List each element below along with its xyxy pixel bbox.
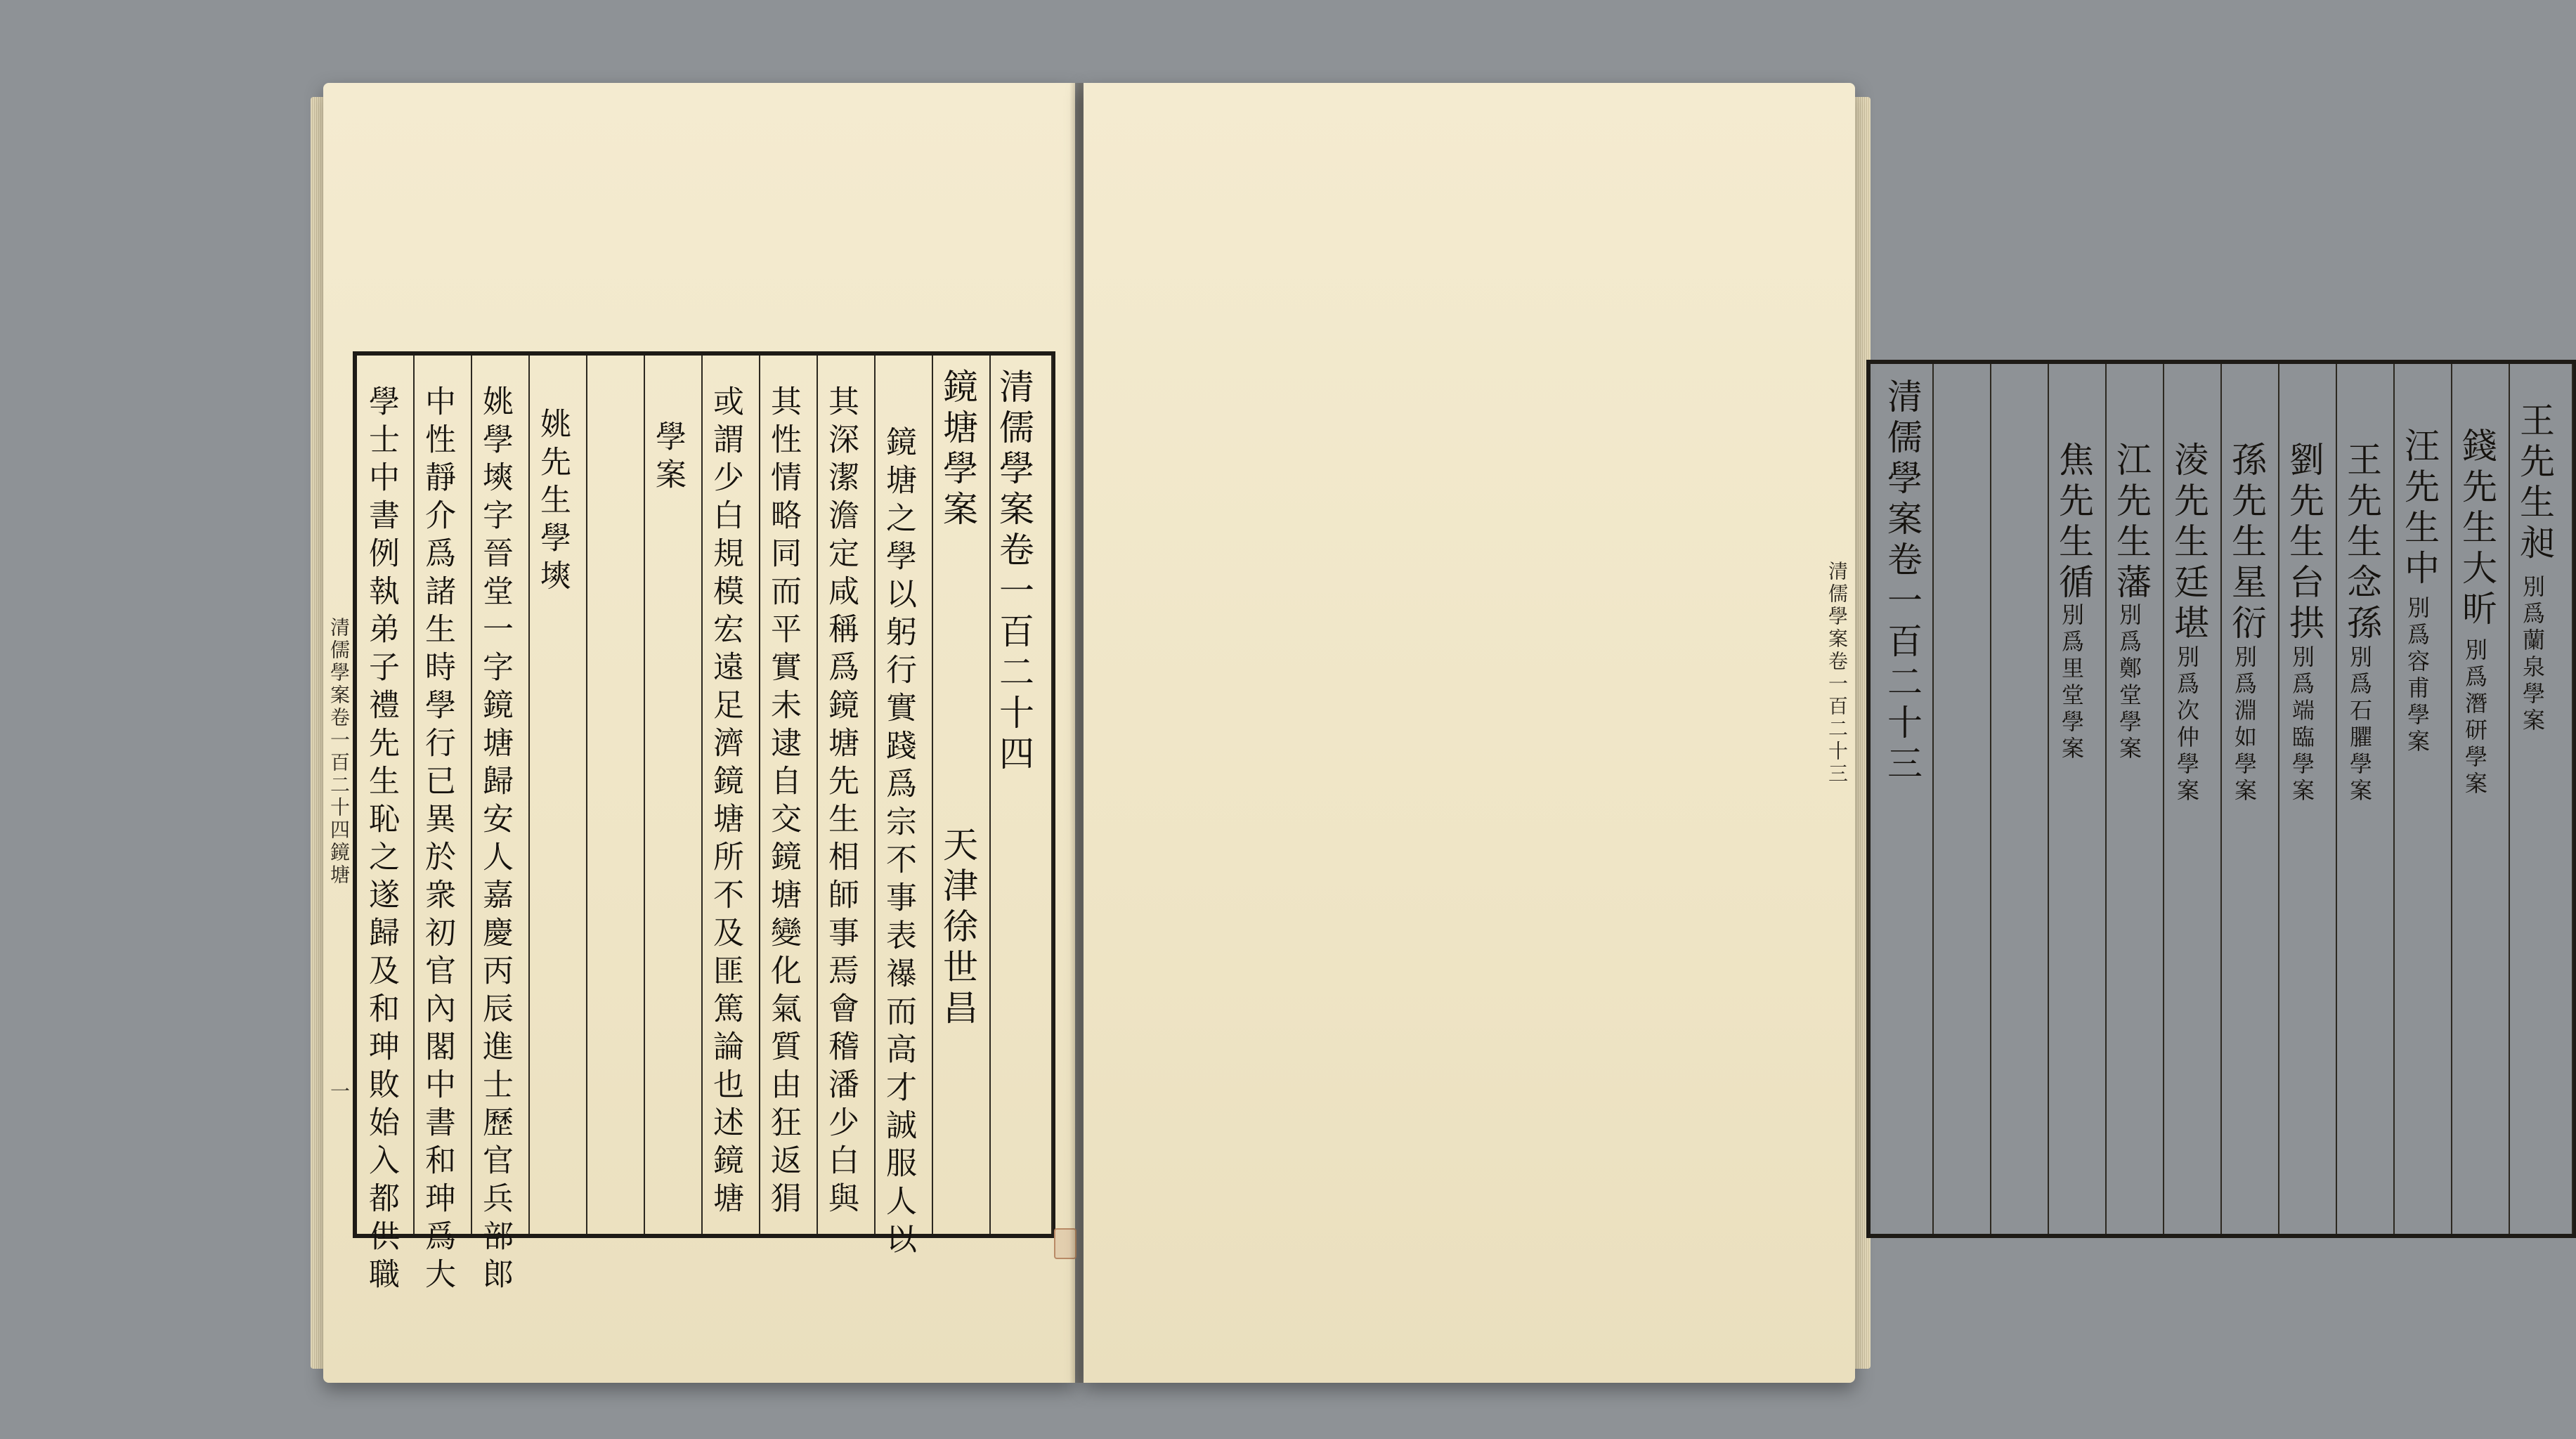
column-rule <box>701 356 703 1234</box>
column-rule <box>2572 364 2573 1234</box>
entry-note: 別爲蘭泉學案 <box>2519 575 2546 735</box>
column-rule <box>2451 364 2452 1234</box>
right-fold-title: 清儒學案卷一百二十三 <box>1826 561 1849 786</box>
entry-name: 孫先生星衍 <box>2226 441 2267 645</box>
left-page <box>323 83 1075 1383</box>
entry-name: 劉先生台拱 <box>2284 441 2324 645</box>
right-text-frame <box>1866 360 2576 1238</box>
column-rule <box>2105 364 2107 1234</box>
column-rule <box>586 356 587 1234</box>
entry-name: 淩先生廷堪 <box>2168 441 2209 645</box>
column-rule <box>471 356 472 1234</box>
entry-name: 焦先生循 <box>2053 441 2094 604</box>
left-fold-page-number: 一 <box>327 1081 351 1103</box>
column-rule <box>2336 364 2337 1234</box>
left-fold-title: 清儒學案卷一百二十四鏡塘 <box>327 617 351 887</box>
open-book <box>323 83 2555 1383</box>
text-column: 其性情略同而平實未逮自交鏡塘變化氣質由狂返狷 <box>765 385 801 1220</box>
column-rule <box>1051 356 1053 1234</box>
text-column: 或謂少白規模宏遠足濟鏡塘所不及匪篤論也述鏡塘 <box>708 385 743 1220</box>
text-column: 中性靜介爲諸生時學行已異於衆初官內閣中書和珅爲大 <box>419 385 455 1296</box>
compiler-name: 天津徐世昌 <box>937 826 978 1030</box>
column-rule <box>2220 364 2222 1234</box>
text-column: 姚學塽字晉堂一字鏡塘歸安人嘉慶丙辰進士歷官兵部郎 <box>477 385 513 1296</box>
column-rule <box>817 356 818 1234</box>
text-column: 鏡塘之學以躬行實踐爲宗不事表襮而高才誠服人以 <box>880 426 916 1261</box>
entry-name: 汪先生中 <box>2399 427 2440 590</box>
volume-title: 清儒學案卷一百二十四 <box>994 368 1034 776</box>
column-rule <box>2393 364 2395 1234</box>
column-rule <box>2509 364 2510 1234</box>
entry-name: 錢先生大昕 <box>2457 427 2497 631</box>
left-text-frame <box>353 351 1055 1296</box>
column-rule <box>989 356 991 1234</box>
entry-name: 江先生藩 <box>2111 441 2152 604</box>
right-page <box>1084 83 2555 1383</box>
scholar-heading: 姚先生學塽 <box>535 408 571 597</box>
text-column: 其深潔澹定咸稱爲鏡塘先生相師事焉會稽潘少白與 <box>823 385 859 1220</box>
section-title: 鏡塘學案 <box>937 368 978 531</box>
column-rule <box>528 356 530 1234</box>
column-rule <box>2163 364 2164 1234</box>
column-rule <box>759 356 760 1234</box>
column-rule <box>1932 364 1934 1234</box>
text-column: 學士中書例執弟子禮先生恥之遂歸及和珅敗始入都供職 <box>363 385 399 1296</box>
entry-note: 別爲里堂學案 <box>2058 603 2085 763</box>
entry-note: 別爲石臞學案 <box>2346 645 2373 805</box>
column-rule <box>413 356 415 1234</box>
entry-name: 王先生昶 <box>2514 402 2555 565</box>
entry-note: 別爲端臨學案 <box>2289 645 2315 805</box>
entry-name: 王先生念孫 <box>2341 441 2382 645</box>
column-rule <box>932 356 933 1234</box>
text-column: 學案 <box>650 420 686 496</box>
column-rule <box>2048 364 2049 1234</box>
entry-note: 別爲次仲學案 <box>2173 645 2200 805</box>
volume-footer-title: 清儒學案卷一百二十三 <box>1882 378 1923 786</box>
entry-note: 別爲容甫學案 <box>2404 596 2431 756</box>
column-rule <box>644 356 645 1234</box>
column-rule <box>874 356 876 1234</box>
entry-note: 別爲鄭堂學案 <box>2116 603 2142 763</box>
entry-note: 別爲潛研學案 <box>2461 638 2488 798</box>
column-rule <box>2278 364 2279 1234</box>
column-rule <box>1990 364 1991 1234</box>
entry-note: 別爲淵如學案 <box>2231 645 2258 805</box>
